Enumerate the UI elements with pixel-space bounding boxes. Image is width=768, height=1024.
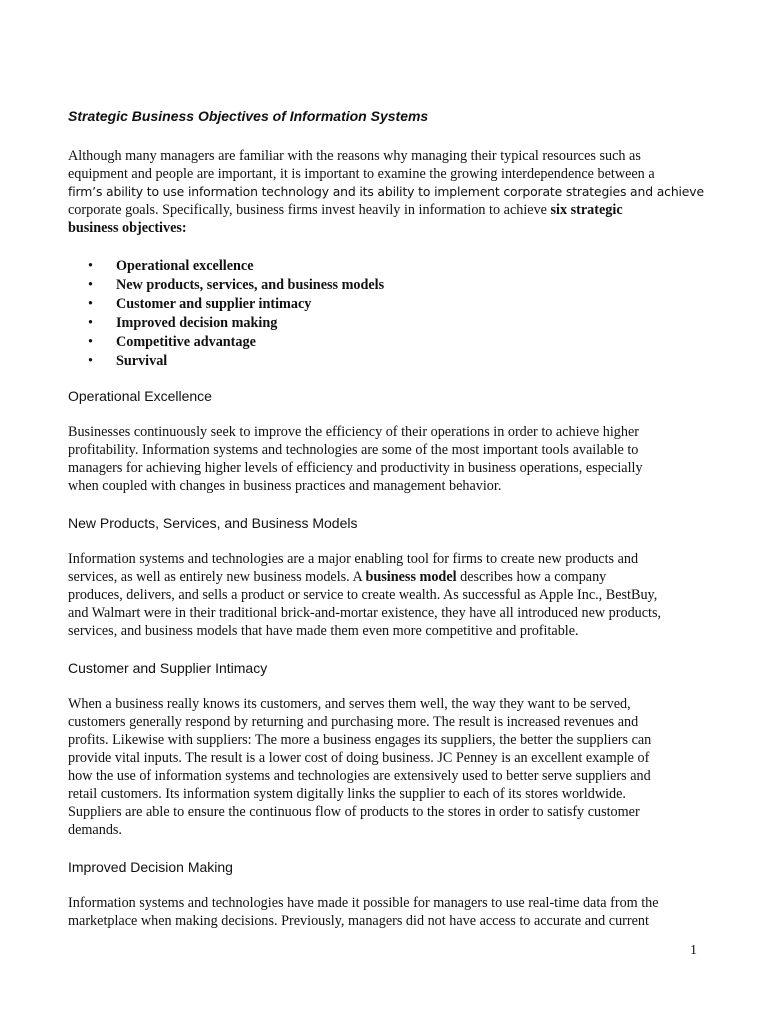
list-item (68, 295, 708, 314)
paragraph-line: describes how a company (456, 569, 607, 585)
intro-line: firm’s ability to use information technology and its ability to implement corporate strategies and achieve (68, 184, 704, 199)
decision-making-paragraph (68, 894, 708, 930)
bullet-icon: • (88, 315, 93, 331)
business-model-term: business model (365, 569, 457, 585)
paragraph-line: Information systems and technologies are a major enabling tool for firms to create new products and (68, 551, 639, 567)
objective-label: Competitive advantage (116, 334, 256, 350)
paragraph-line: Information systems and technologies have made it possible for managers to use real-time data from the (68, 895, 659, 911)
objectives-list (68, 257, 708, 371)
customer-supplier-paragraph (68, 695, 708, 839)
document-title: Strategic Business Objectives of Information Systems (68, 108, 429, 124)
section-heading-improved-decision-making: Improved Decision Making (68, 859, 233, 875)
operational-excellence-paragraph (68, 423, 708, 495)
intro-line: equipment and people are important, it is important to examine the growing interdependence between a (68, 166, 655, 182)
paragraph-line: retail customers. Its information system digitally links the supplier to each of its stores worldwide. (68, 786, 626, 802)
intro-line: Although many managers are familiar with the reasons why managing their typical resources such as (68, 148, 641, 164)
intro-paragraph (68, 147, 708, 237)
bullet-icon: • (88, 353, 93, 369)
section-heading-customer-supplier-intimacy: Customer and Supplier Intimacy (68, 660, 268, 676)
intro-bold-phrase: business objectives: (68, 220, 187, 236)
intro-bold-phrase: six strategic (550, 202, 623, 218)
paragraph-line: when coupled with changes in business practices and management behavior. (68, 478, 502, 494)
paragraph-line: services, and business models that have made them even more competitive and profitable. (68, 623, 579, 639)
list-item (68, 333, 708, 352)
paragraph-line: produces, delivers, and sells a product or service to create wealth. As successful as Apple Inc., BestBuy, (68, 587, 658, 603)
paragraph-line: provide vital inputs. The result is a lower cost of doing business. JC Penney is an excellent example of (68, 750, 650, 766)
list-item (68, 276, 708, 295)
bullet-icon: • (88, 334, 93, 350)
section-heading-new-products: New Products, Services, and Business Models (68, 515, 358, 531)
objective-label: Survival (116, 353, 168, 369)
paragraph-line: marketplace when making decisions. Previously, managers did not have access to accurate and current (68, 913, 649, 929)
objective-label: Improved decision making (116, 315, 278, 331)
paragraph-line: When a business really knows its customers, and serves them well, the way they want to be served, (68, 696, 631, 712)
paragraph-line: customers generally respond by returning and purchasing more. The result is increased revenues and (68, 714, 639, 730)
page-content (68, 106, 708, 930)
objective-label: Operational excellence (116, 258, 254, 274)
bullet-icon: • (88, 296, 93, 312)
paragraph-line: services, as well as entirely new business models. A (68, 569, 366, 585)
paragraph-line: profitability. Information systems and technologies are some of the most important tools available to (68, 442, 639, 458)
list-item (68, 352, 708, 371)
list-item (68, 257, 708, 276)
paragraph-line: managers for achieving higher levels of efficiency and productivity in business operations, especially (68, 460, 643, 476)
new-products-paragraph (68, 550, 708, 640)
paragraph-line: demands. (68, 822, 122, 838)
paragraph-line: profits. Likewise with suppliers: The more a business engages its suppliers, the better the suppliers can (68, 732, 652, 748)
page-number: 1 (690, 943, 697, 958)
list-item (68, 314, 708, 333)
intro-line: corporate goals. Specifically, business firms invest heavily in information to achieve (68, 202, 551, 218)
bullet-icon: • (88, 277, 93, 293)
paragraph-line: and Walmart were in their traditional brick-and-mortar existence, they have all introduced new products, (68, 605, 662, 621)
objective-label: New products, services, and business models (116, 277, 385, 293)
bullet-icon: • (88, 258, 93, 274)
paragraph-line: Suppliers are able to ensure the continuous flow of products to the stores in order to satisfy customer (68, 804, 640, 820)
paragraph-line: Businesses continuously seek to improve the efficiency of their operations in order to achieve higher (68, 424, 640, 440)
objective-label: Customer and supplier intimacy (116, 296, 312, 312)
section-heading-operational-excellence: Operational Excellence (68, 388, 212, 404)
paragraph-line: how the use of information systems and technologies are extensively used to better serve suppliers and (68, 768, 651, 784)
